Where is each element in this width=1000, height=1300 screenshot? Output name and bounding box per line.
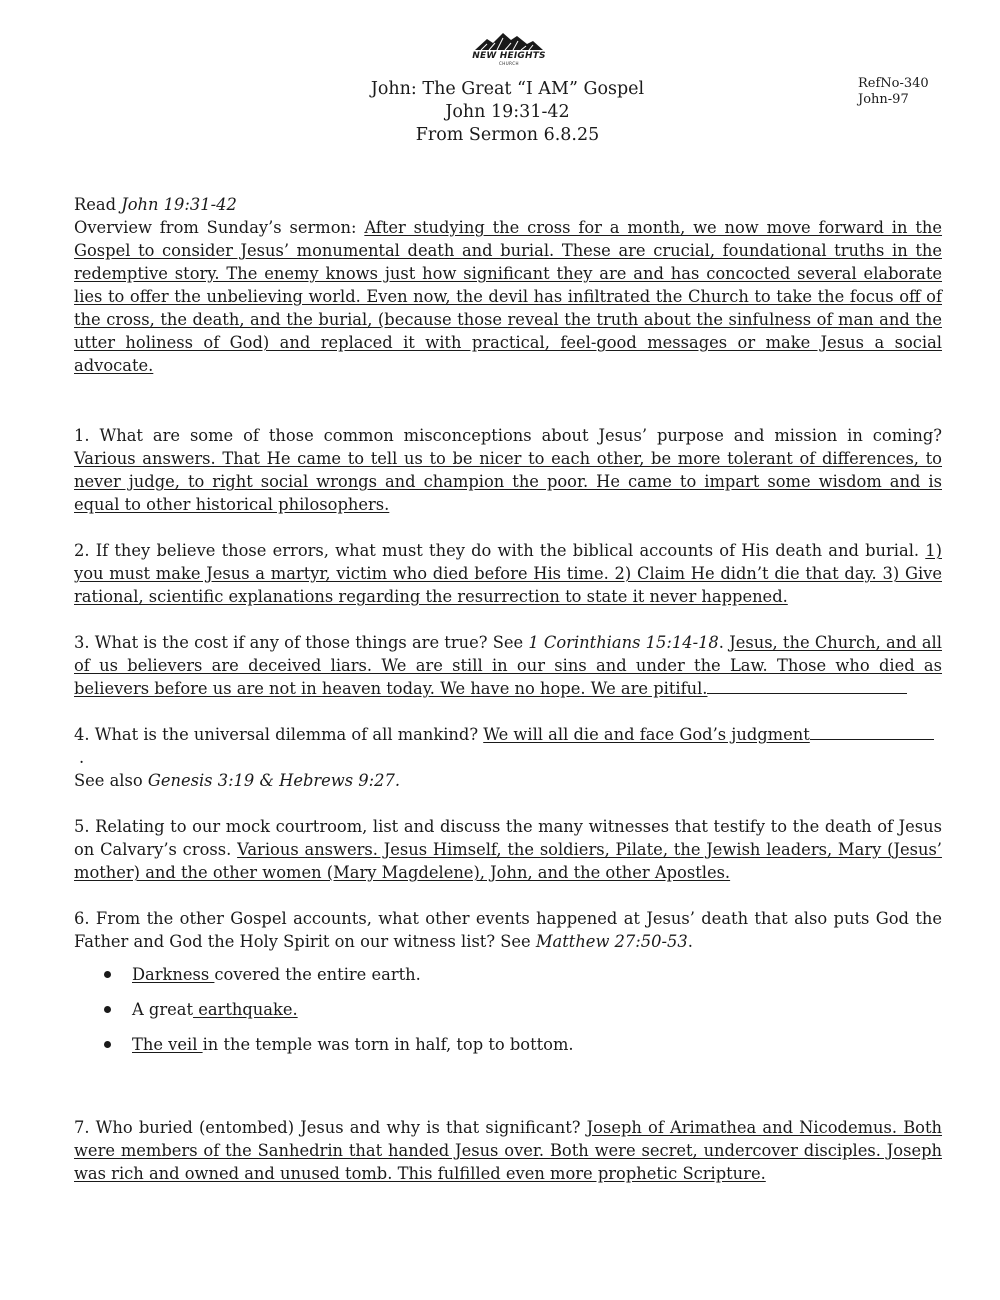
logo-subtitle: CHURCH (498, 61, 520, 66)
question-7 (74, 1116, 942, 1185)
bullet-answer: earthquake. (193, 1000, 298, 1019)
list-item (74, 998, 942, 1033)
question-5-text: 5. Relating to our mock courtroom, list and discuss the many witnesses that testify to the death of Jesus on Calvary’s cross. (74, 817, 942, 859)
question-1-text: 1. What are some of those common misconceptions about Jesus’ purpose and mission in coming? (74, 426, 942, 445)
header-block (300, 78, 715, 147)
question-6 (74, 907, 942, 953)
worksheet-content (74, 193, 942, 1185)
question-4-reference: Genesis 3:19 & Hebrews 9:27. (147, 771, 400, 790)
overview-label: Overview from Sunday’s sermon: (74, 218, 365, 237)
question-5-answer: Various answers. Jesus Himself, the soldiers, Pilate, the Jewish leaders, Mary (Jesus’ mother) and the other women (Mary Magdelene), John, and the other Apostles. (74, 840, 942, 882)
question-2-answer: 1) you must make Jesus a martyr, victim who died before His time. 2) Claim He didn’t die that day. 3) Give rational, scientific explanations regarding the resurrection to state it never happened. (74, 541, 942, 606)
read-line (74, 193, 942, 216)
logo-name: NEW HEIGHTS (472, 51, 546, 61)
bullet-answer: The veil (132, 1035, 203, 1054)
question-1-answer: Various answers. That He came to tell us to be nicer to each other, be more tolerant of differences, to never judge, to right social wrongs and champion the poor. He came to impart some wisdom and is equal to other historical philosophers. (74, 449, 942, 514)
read-label: Read (74, 195, 122, 214)
question-4 (74, 723, 942, 792)
question-3-punct: . (718, 633, 730, 652)
question-3 (74, 631, 942, 700)
question-4-text: 4. What is the universal dilemma of all mankind? (74, 725, 484, 744)
bullet-text: A great (132, 1000, 194, 1019)
question-6-reference: Matthew 27:50-53 (535, 932, 688, 951)
reference-block (858, 76, 929, 108)
read-reference: John 19:31-42 (121, 195, 237, 214)
bullet-icon (104, 1041, 111, 1048)
question-4-end: . (79, 748, 85, 767)
question-1 (74, 424, 942, 516)
sermon-source: From Sermon 6.8.25 (415, 125, 600, 145)
question-4-see-label: See also (74, 771, 148, 790)
question-2-text: 2. If they believe those errors, what must they do with the biblical accounts of His death and burial. (74, 541, 926, 560)
question-7-text: 7. Who buried (entombed) Jesus and why is that significant? (74, 1118, 587, 1137)
question-2 (74, 539, 942, 608)
answer-blank (810, 723, 934, 740)
question-7-answer: Joseph of Arimathea and Nicodemus. Both were members of the Sanhedrin that handed Jesus over. Both were secret, undercover disciples. Joseph was rich and owned and unused tomb. This fulfilled even more prophetic Scripture. (74, 1118, 942, 1183)
list-item (74, 963, 942, 998)
bullet-icon (104, 971, 111, 978)
reference-code: John-97 (858, 92, 909, 107)
overview-paragraph (74, 216, 942, 377)
list-item (74, 1033, 942, 1068)
bullet-text: in the temple was torn in half, top to bottom. (202, 1035, 574, 1054)
church-logo (468, 30, 550, 76)
answer-blank (707, 677, 907, 694)
question-3-answer: Jesus, the Church, and all of us believers are deceived liars. We are still in our sins and under the Law. Those who died as believers before us are not in heaven today. We have no hope. We are pitiful. (74, 633, 942, 698)
page-title: John: The Great “I AM” Gospel (370, 79, 645, 99)
question-6-punct: . (687, 932, 693, 951)
scripture-passage: John 19:31-42 (445, 102, 570, 122)
overview-answer: After studying the cross for a month, we now move forward in the Gospel to consider Jesus’ monumental death and burial. These are crucial, foundational truths in the redemptive story. The enemy knows just how significant they are and has concocted several elaborate lies to offer the unbelieving world. Even now, the devil has infiltrated the Church to take the focus off of the cross, the death, and the burial, (because those reveal the truth about the sinfulness of man and the utter holiness of God) and replaced it with practical, feel-good messages or make Jesus a social advocate. (74, 218, 942, 375)
question-3-text: 3. What is the cost if any of those things are true? See (74, 633, 529, 652)
event-list (74, 963, 942, 1068)
question-3-reference: 1 Corinthians 15:14-18 (528, 633, 719, 652)
reference-number: RefNo-340 (858, 76, 929, 91)
bullet-icon (104, 1006, 111, 1013)
mountain-logo-icon (473, 30, 545, 52)
question-5 (74, 815, 942, 884)
bullet-text: covered the entire earth. (214, 965, 421, 984)
bullet-answer: Darkness (132, 965, 215, 984)
question-6-text: 6. From the other Gospel accounts, what other events happened at Jesus’ death that also puts God the Father and God the Holy Spirit on our witness list? See (74, 909, 942, 951)
question-4-answer: We will all die and face God’s judgment (483, 725, 810, 744)
